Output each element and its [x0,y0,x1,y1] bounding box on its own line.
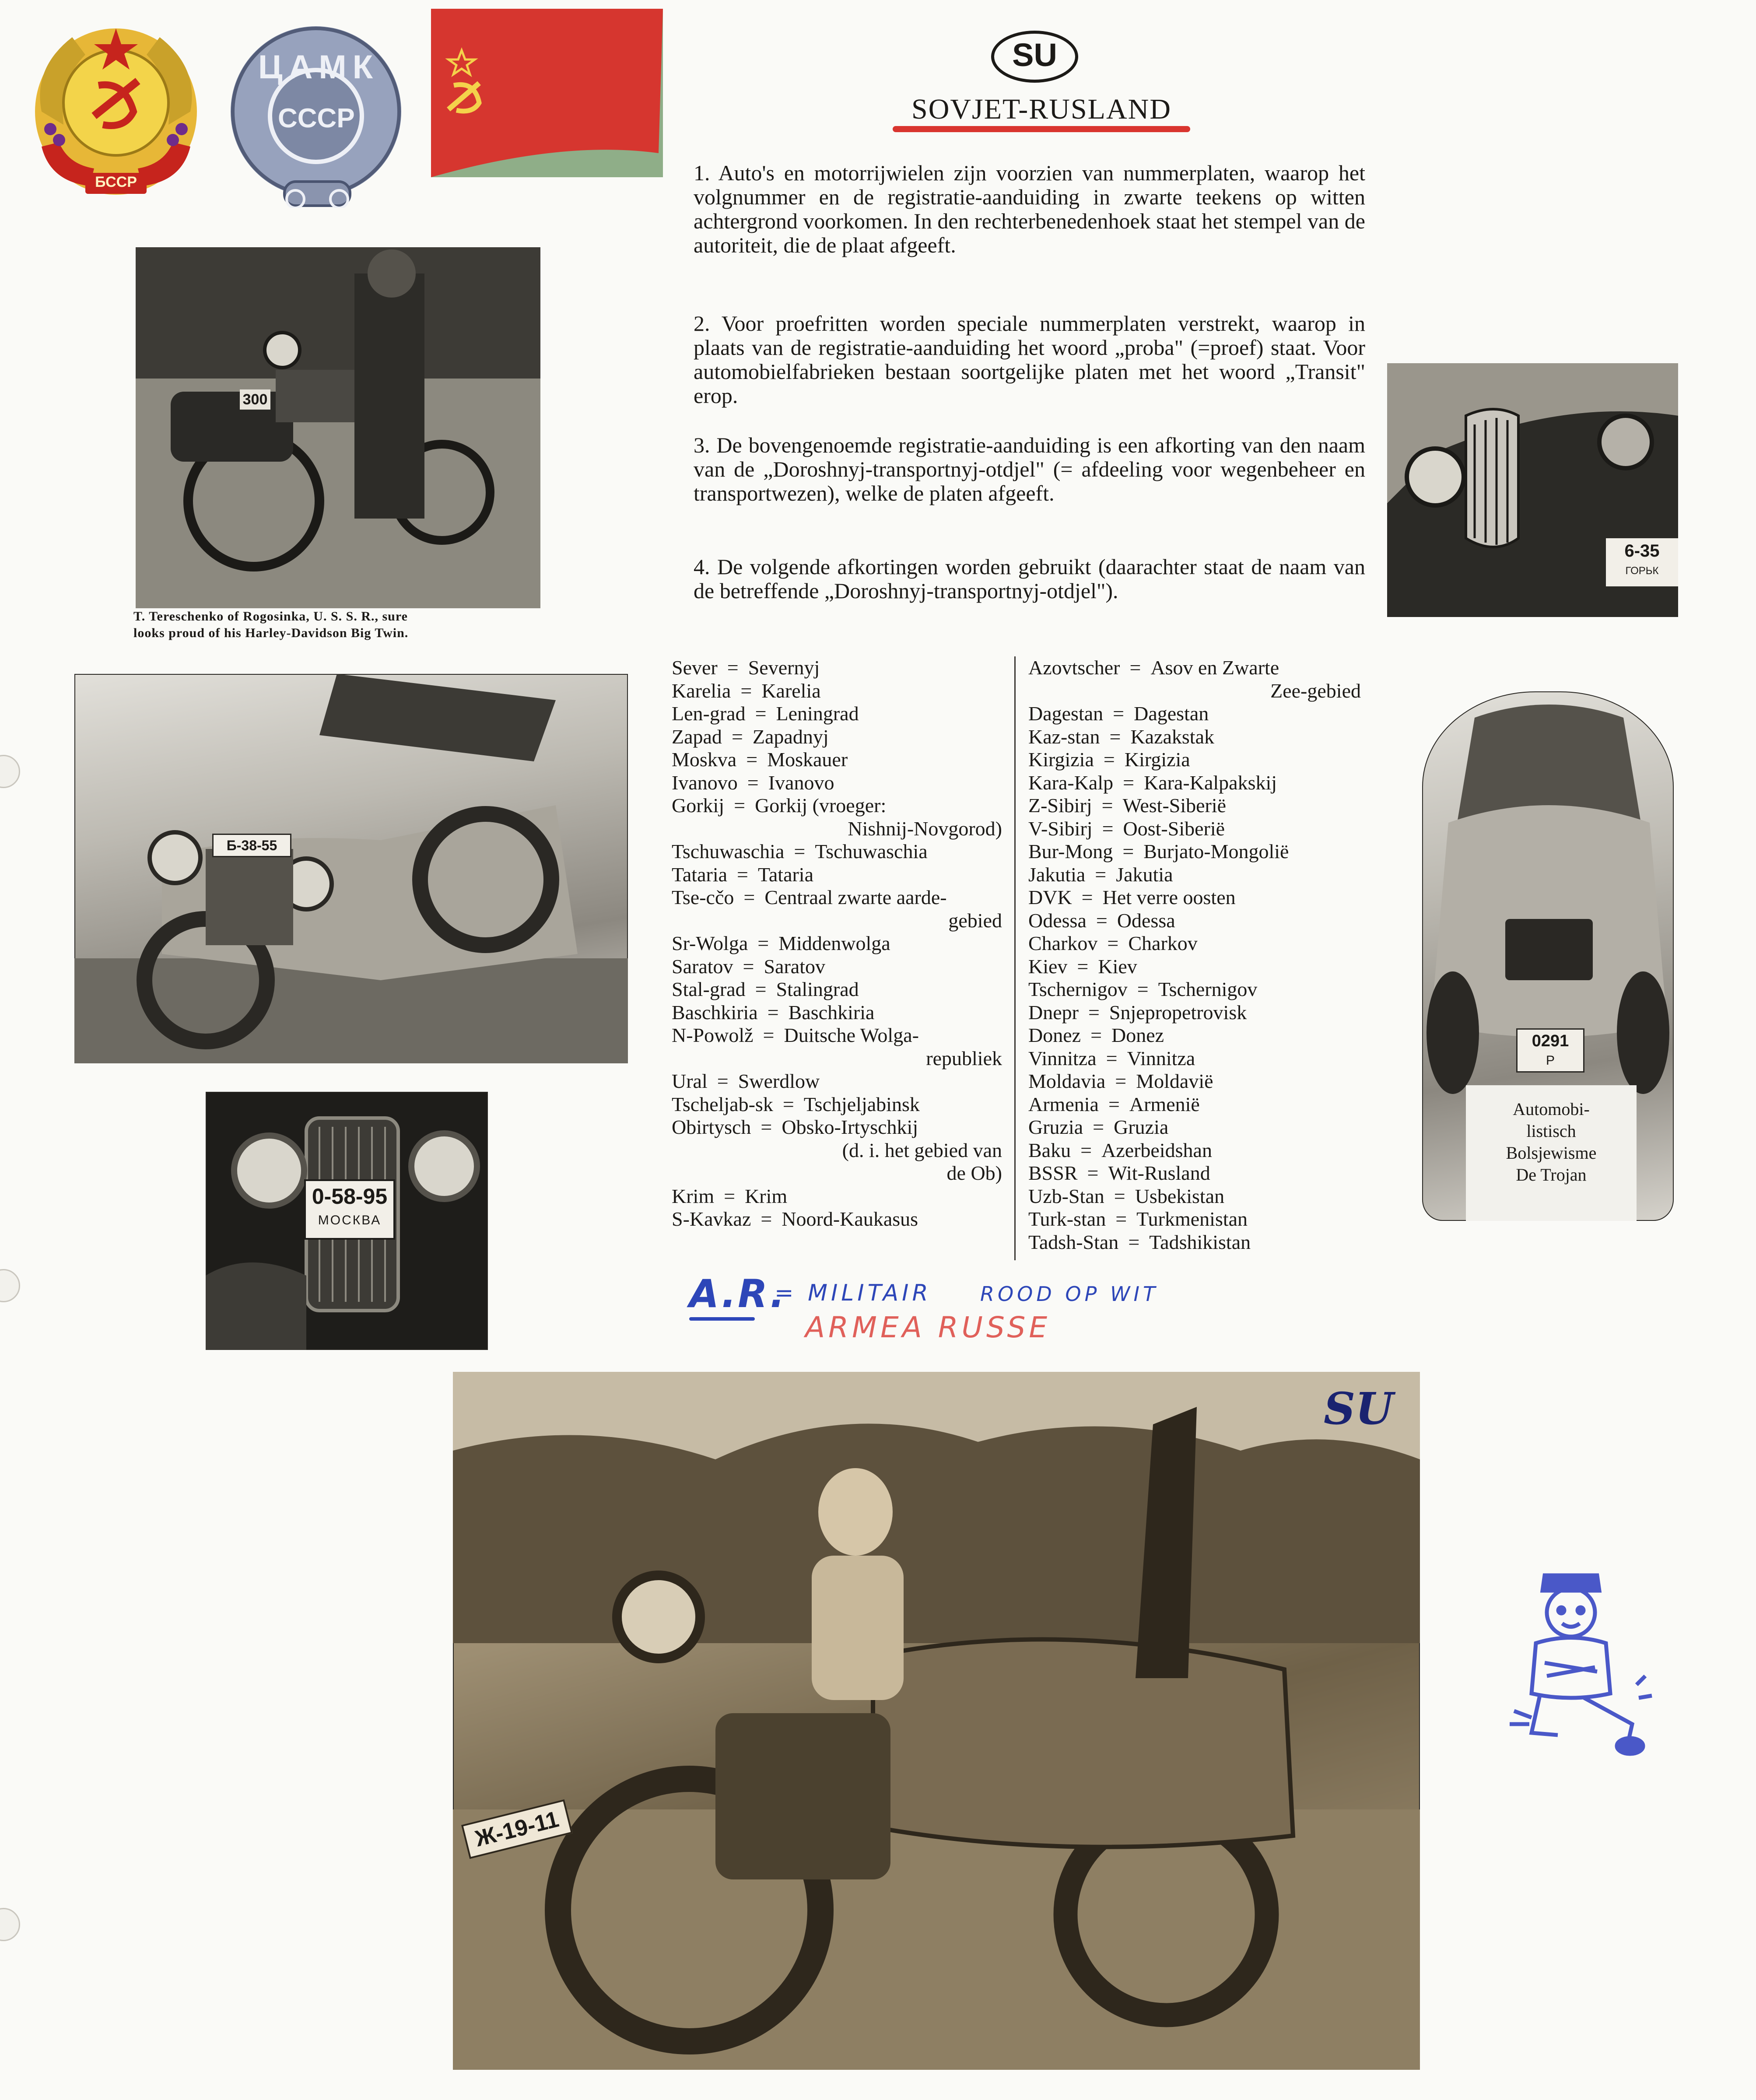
abbreviation: Odessa [1028,909,1087,932]
photo-sidecar-motorcycle [453,1372,1420,2070]
region-name: Donez [1111,1024,1164,1046]
left-abbr-row [672,955,1002,978]
equals-sign: = [1109,725,1121,748]
paragraph-4: 4. De volgende afkortingen worden gebruikt (daarachter staat de naam van de betreffende „Doroshnyj-transportnyj-otdjel"). [694,554,1365,603]
soviet-flag [431,9,663,177]
equals-sign: = [755,978,767,1000]
gorky-plate-city: ГОРЬК [1625,565,1659,577]
equals-sign: = [1107,932,1119,954]
region-name: Swerdlow [738,1070,820,1092]
right-abbr-row [1028,1162,1361,1185]
region-name: Gorkij (vroeger: [755,794,887,817]
trojan-plate-number: 0291 [1532,1032,1569,1050]
trojan-caption [1466,1085,1637,1221]
equals-sign: = [782,1093,794,1115]
region-name-continuation: Nishnij-Novgorod) [848,817,1002,840]
region-name: Duitsche Wolga- [784,1024,919,1046]
equals-sign: = [727,656,739,679]
region-name: Tschuwaschia [815,840,928,862]
equals-sign: = [1101,794,1113,817]
abbreviation: Azovtscher [1028,656,1120,679]
abbreviation: Tataria [672,863,728,886]
region-name: Gruzia [1114,1116,1169,1138]
equals-sign: = [1103,748,1115,771]
equals-sign: = [1108,1093,1120,1115]
abbreviation: Gruzia [1028,1116,1083,1138]
region-name: Kiev [1098,955,1137,978]
left-abbr-row [672,680,1002,703]
right-abbr-row [1028,817,1361,841]
left-abbr-row [672,771,1002,795]
abbreviation: Baku [1028,1139,1071,1161]
region-name: Moldavië [1136,1070,1213,1092]
equals-sign: = [1115,1208,1127,1230]
trojan-caption-line-3: Bolsjewisme [1506,1143,1597,1163]
left-abbr-row [672,886,1002,909]
abbreviation: Moskva [672,748,737,771]
abbreviation: Z-Sibirj [1028,794,1092,817]
trojan-caption-line-2: listisch [1526,1121,1576,1141]
abbreviation: Ivanovo [672,771,738,794]
equals-sign: = [1106,1047,1118,1069]
region-name: Stalingrad [776,978,859,1000]
region-name-continuation: de Ob) [946,1162,1002,1184]
region-name: Oost-Siberië [1123,817,1225,840]
club-top-text: ЦАМК [258,49,379,86]
region-name: Ivanovo [768,771,834,794]
left-abbr-row [672,1024,1002,1047]
abbreviation: N-Powolž [672,1024,754,1046]
abbreviation: Tadsh-Stan [1028,1231,1119,1253]
left-abbr-row [672,1185,1002,1208]
left-abbr-row [672,726,1002,749]
equals-sign: = [1123,771,1135,794]
region-name: Kirgizia [1124,748,1190,771]
equals-sign: = [755,702,767,725]
equals-sign: = [1102,817,1114,840]
trojan-caption-line-1: Automobi- [1513,1099,1590,1119]
region-name: Middenwolga [778,932,890,954]
abbreviation: Charkov [1028,932,1098,954]
region-name: Tschernigov [1158,978,1258,1000]
trojan-caption-line-4: De Trojan [1516,1165,1587,1185]
equals-sign: = [794,840,806,862]
equals-sign: = [1093,1116,1104,1138]
region-name: Karelia [761,679,821,702]
right-abbr-row [1028,1093,1361,1116]
handwritten-colour-note: ROOD OP WIT [980,1282,1159,1306]
right-abbr-row [1028,1070,1361,1093]
moskva-plate [304,1179,395,1240]
country-code: SU [1012,37,1057,73]
left-abbr-row [672,1070,1002,1093]
handwritten-abbreviation: A.R. [689,1271,786,1316]
abbreviation: Armenia [1028,1093,1099,1115]
left-abbr-row [672,1093,1002,1116]
abbreviation: V-Sibirj [1028,817,1093,840]
region-name: Leningrad [776,702,859,725]
punch-hole-top [0,755,20,788]
region-name-continuation: gebied [948,909,1002,932]
region-name: Tataria [757,863,814,886]
equals-sign: = [763,1024,775,1046]
equals-sign: = [743,886,755,908]
left-abbr-row [672,1208,1002,1231]
abbreviation: Karelia [672,679,731,702]
region-name: Odessa [1117,909,1175,932]
abbreviation: Turk-stan [1028,1208,1106,1230]
abbreviations-left-column [672,656,1002,1231]
region-name: Krim [745,1185,788,1207]
left-abbr-row [672,1001,1002,1024]
abbreviation: Donez [1028,1024,1081,1046]
region-name: Noord-Kaukasus [782,1208,918,1230]
photo-touring-car [74,674,628,1063]
region-name-continuation: (d. i. het gebied van [842,1139,1002,1161]
right-abbr-row [1028,1047,1361,1070]
abbreviation: Kara-Kalp [1028,771,1114,794]
region-name: Vinnitza [1127,1047,1195,1069]
left-abbr-row [672,1116,1002,1139]
abbreviation: Obirtysch [672,1116,751,1138]
region-name-continuation: Zee-gebied [1270,679,1361,702]
equals-sign: = [1087,1162,1099,1184]
equals-sign: = [1096,909,1108,932]
paragraph-2: 2. Voor proefritten worden speciale nummerplaten verstrekt, waarop in plaats van de registratie-aanduiding het woord „proba" (=proef) staat. Voor automobielfabrieken bestaan soortgelijke platen met het woord „Transit" erop. [694,311,1365,408]
region-name: Asov en Zwarte [1150,656,1279,679]
abbreviation: Len-grad [672,702,746,725]
equals-sign: = [724,1185,736,1207]
punch-hole-middle [0,1269,20,1302]
equals-sign: = [740,679,752,702]
equals-sign: = [743,955,754,978]
region-name: Kazakstak [1130,725,1215,748]
photo-moskva-car [206,1092,488,1350]
right-abbr-row [1028,726,1361,749]
page-title: SOVJET-RUSLAND [911,93,1171,125]
right-abbr-row [1028,771,1361,795]
right-abbr-row [1028,1024,1361,1047]
region-name: Obsko-Irtyschkij [782,1116,918,1138]
equals-sign: = [1113,702,1125,725]
region-name-continuation: republiek [926,1047,1002,1069]
right-abbr-row [1028,840,1361,863]
equals-sign: = [1081,886,1093,908]
equals-sign: = [1080,1139,1092,1161]
region-name: Tschjeljabinsk [803,1093,920,1115]
abbreviation: Moldavia [1028,1070,1106,1092]
equals-sign: = [757,932,769,954]
harley-caption-line-2: looks proud of his Harley-Davidson Big Twin. [133,626,409,640]
left-abbr-row [672,748,1002,771]
column-divider [1014,656,1016,1260]
paragraph-3: 3. De bovengenoemde registratie-aanduiding is een afkorting van den naam van de „Doroshnyj-transportnyj-otdjel" (= afdeeling voor wegenbeheer en transportwezen), welke de platen afgeeft. [694,433,1365,505]
region-name: Baschkiria [788,1001,875,1024]
abbreviation: Kiev [1028,955,1068,978]
left-abbr-row [672,840,1002,863]
equals-sign: = [1088,1001,1100,1024]
equals-sign: = [746,748,758,771]
equals-sign: = [1128,1231,1140,1253]
region-name: Burjato-Mongolië [1143,840,1289,862]
photo-gorky-car [1387,363,1678,617]
region-name: Kara-Kalpakskij [1144,771,1277,794]
gorky-plate-number: 6-35 [1624,541,1660,561]
abbreviation: Tscheljab-sk [672,1093,773,1115]
right-abbr-row [1028,1208,1361,1231]
right-abbr-row [1028,886,1361,909]
right-abbr-row [1028,909,1361,933]
region-name: Moskauer [767,748,848,771]
bssr-coat-of-arms [24,15,208,199]
abbreviation: Bur-Mong [1028,840,1113,862]
equals-sign: = [761,1208,772,1230]
region-name: Saratov [764,955,825,978]
region-name: Zapadnyj [752,725,829,748]
right-abbr-row [1028,1116,1361,1139]
paragraph-1: 1. Auto's en motorrijwielen zijn voorzien van nummerplaten, waarop het volgnummer en de registratie-aanduiding in zwarte teekens op witten achtergrond voorkomen. In den rechterbenedenhoek staat het stempel van de autoriteit, die de plaat afgeeft. [694,161,1365,257]
region-name: Turkmenistan [1136,1208,1248,1230]
equals-sign: = [734,794,746,817]
abbreviation: Uzb-Stan [1028,1185,1104,1207]
left-abbr-row [672,932,1002,955]
abbreviation: Sever [672,656,718,679]
equals-sign: = [1122,840,1134,862]
equals-sign: = [1137,978,1149,1000]
abbreviation: Vinnitza [1028,1047,1097,1069]
abbreviation: Tschernigov [1028,978,1128,1000]
region-name: West-Siberië [1122,794,1227,817]
right-abbr-row [1028,863,1361,887]
abbreviation: Kaz-stan [1028,725,1100,748]
abbreviation: Baschkiria [672,1001,758,1024]
region-name: Usbekistan [1135,1185,1225,1207]
right-abbr-row [1028,702,1361,726]
right-abbr-row [1028,1231,1361,1254]
equals-sign: = [1077,955,1089,978]
right-abbr-row [1028,978,1361,1001]
right-abbr-row [1028,1139,1361,1162]
blue-figure-stamp [1505,1567,1654,1759]
handwritten-underline [689,1317,755,1321]
region-name: Armenië [1129,1093,1200,1115]
trojan-plate-letter: P [1546,1053,1555,1068]
abbreviation: Saratov [672,955,733,978]
abbreviations-right-column [1028,656,1361,1254]
equals-sign: = [1115,1070,1127,1092]
photo-harley-davidson [136,247,540,608]
right-abbr-row [1028,794,1361,817]
equals-sign: = [1129,656,1141,679]
club-center-text: СССР [278,103,355,133]
equals-sign: = [737,863,748,886]
equals-sign: = [747,771,759,794]
abbreviation: Tse-cčo [672,886,734,908]
handwritten-military: = MILITAIR [775,1280,932,1306]
region-name: Dagestan [1134,702,1209,725]
punch-hole-bottom [0,1908,20,1941]
left-abbr-row [672,978,1002,1001]
right-abbr-row [1028,1185,1361,1208]
equals-sign: = [1114,1185,1125,1207]
region-name: Severnyj [748,656,820,679]
abbreviation: DVK [1028,886,1072,908]
region-name: Tadshikistan [1149,1231,1251,1253]
title-underline [893,126,1190,132]
abbreviation: Dagestan [1028,702,1104,725]
photo-trojan-car [1422,691,1674,1221]
left-abbr-row [672,794,1002,817]
abbreviation: Kirgizia [1028,748,1094,771]
gorky-plate [1606,538,1678,586]
region-name: Wit-Rusland [1108,1162,1210,1184]
moskva-plate-number: 0-58-95 [312,1184,388,1209]
left-abbr-row [672,702,1002,726]
moskva-plate-city: МОСКВА [318,1213,382,1227]
sidecar-plate: Ж-19-11 [461,1799,573,1859]
abbreviation: Dnepr [1028,1001,1079,1024]
equals-sign: = [731,725,743,748]
abbreviation: Zapad [672,725,722,748]
harley-caption-line-1: T. Tereschenko of Rogosinka, U. S. S. R., sure [133,609,408,624]
right-abbr-row [1028,656,1361,680]
abbreviation: S-Kavkaz [672,1208,751,1230]
club-badge [219,24,414,208]
motorcycle-plate: 300 [240,389,270,410]
equals-sign: = [1090,1024,1102,1046]
left-abbr-row [672,656,1002,680]
abbreviation: Stal-grad [672,978,746,1000]
abbreviation: Ural [672,1070,708,1092]
bssr-label: БССР [95,174,137,190]
abbreviation: Tschuwaschia [672,840,785,862]
equals-sign: = [761,1116,772,1138]
abbreviation: Jakutia [1028,863,1086,886]
su-handwritten-mark: SU [1324,1383,1394,1434]
right-abbr-row [1028,748,1361,771]
region-name: Jakutia [1116,863,1173,886]
abbreviation: Gorkij [672,794,725,817]
equals-sign: = [767,1001,779,1024]
trojan-plate [1516,1028,1584,1073]
country-badge [991,31,1078,83]
region-name: Snjepropetrovisk [1109,1001,1247,1024]
touring-car-plate: Б-38-55 [212,834,291,857]
abbreviation: Krim [672,1185,715,1207]
right-abbr-row [1028,1001,1361,1024]
region-name: Charkov [1128,932,1198,954]
region-name: Het verre oosten [1102,886,1236,908]
equals-sign: = [717,1070,729,1092]
left-abbr-row [672,863,1002,887]
right-abbr-row [1028,955,1361,978]
region-name: Centraal zwarte aarde- [764,886,947,908]
handwritten-armea-russe: ARMEA RUSSE [805,1311,1051,1344]
abbreviation: Sr-Wolga [672,932,748,954]
region-name: Azerbeidshan [1101,1139,1212,1161]
abbreviation: BSSR [1028,1162,1078,1184]
right-abbr-row [1028,932,1361,955]
equals-sign: = [1095,863,1107,886]
